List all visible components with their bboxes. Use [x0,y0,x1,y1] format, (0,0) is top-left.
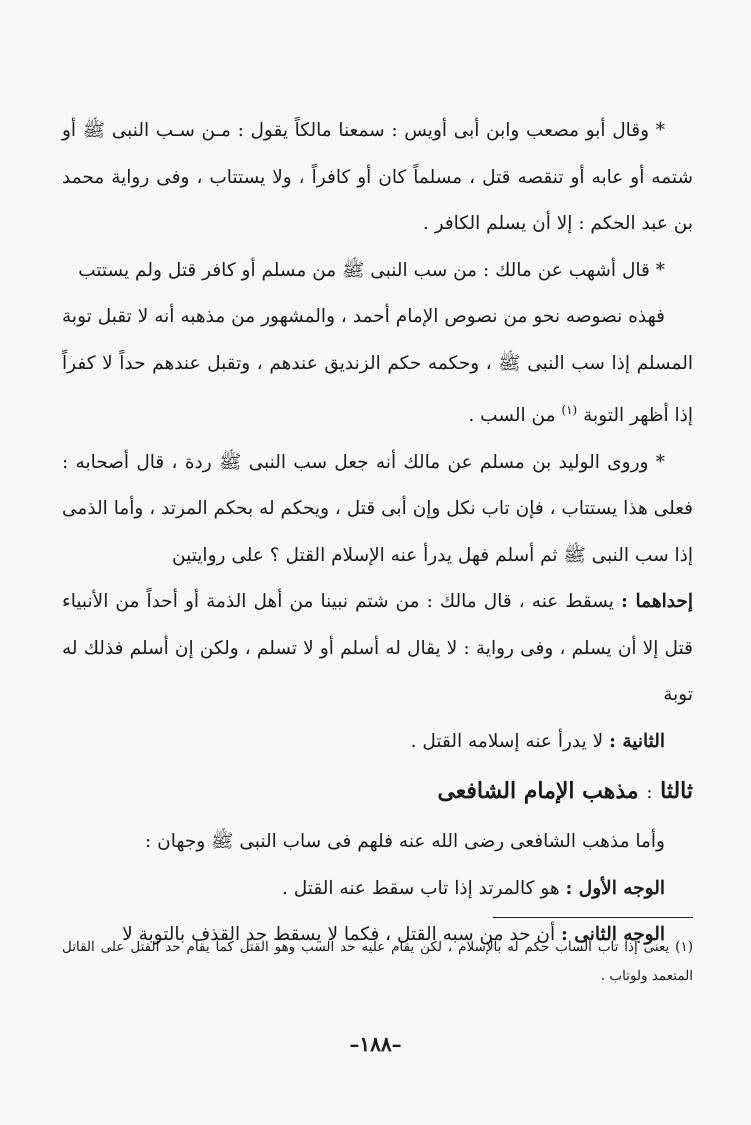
paragraph-walid-ibn-muslim: * وروى الوليد بن مسلم عن مالك أنه جعل سب النبى ﷺ ردة ، قال أصحابه : فعلى هذا يستتاب ، فإن تاب نكل وإن أبى قتل ، ويحكم له بحكم المرتد ، وأما الذمى إذا سب النبى ﷺ ثم أسلم فهل يدرأ عنه الإسلام القتل ؟ على روايتين [62,451,693,566]
footnote-divider [493,917,693,918]
section-number: ثالثا [660,778,693,805]
paragraph-first-narration [62,579,693,719]
section-colon: : [646,782,653,804]
lead-term: إحداهما : [621,591,693,613]
paragraph-abu-musab: * وقال أبو مصعب وابن أبى أويس : سمعنا مالكاً يقول : مـن سـب النبى ﷺ أو شتمه أو عابه أو تنقصه قتل ، مسلماً كان أو كافراً ، ولا يستتاب ، وفى رواية محمد بن عبد الحكم : إلا أن يسلم الكافر . [62,120,693,234]
paragraph-ahmad-comparison [62,294,693,440]
main-text [62,108,693,959]
lead-term: الوجه الأول : [565,877,665,899]
footnote-marker: (١) [675,939,693,955]
paragraph-text: هو كالمرتد إذا تاب سقط عنه القتل . [282,877,560,899]
footnote [62,933,693,991]
paragraph-text: من السب . [468,405,556,427]
footnote-reference: (١) [561,403,578,417]
paragraph-text: أن حد من سبه القتل ، فكما لا يسقط حد القذف بالتوبة لا [122,924,556,946]
section-heading [62,765,693,819]
section-title: مذهب الإمام الشافعى [437,778,639,805]
page-number: –١٨٨– [349,1032,402,1056]
paragraph-text: لا يدرأ عنه إسلامه القتل . [410,730,604,752]
paragraph-second-narration [62,719,693,766]
paragraph-shafii-intro: وأما مذهب الشافعى رضى الله عنه فلهم فى ساب النبى ﷺ وجهان : [145,831,665,853]
paragraph-text: فهذه نصوصه نحو من نصوص الإمام أحمد ، والمشهور من مذهبه أنه لا تقبل توبة المسلم إذا سب النبى ﷺ ، وحكمه حكم الزنديق عندهم ، وتقبل عندهم حداً لا كفراً إذا أظهر التوبة [62,306,693,427]
paragraph-first-view [62,866,693,913]
footnote-text: يعنى إذا تاب الساب حكم له بالإسلام ، لكن يقام عليه حد السب وهو القتل كما يقام حد القتل على القاتل المتعمد ولوتاب . [62,939,693,984]
lead-term: الوجه الثانى : [561,924,665,946]
paragraph-text: يسقط عنه ، قال مالك : من شتم نبينا من أهل الذمة أو أحداً من الأنبياء قتل إلا أن يسلم ، وفى رواية : لا يقال له أسلم أو لا تسلم ، ولكن إن أسلم فذلك له توبة [62,591,693,706]
lead-term: الثانية : [609,730,665,752]
paragraph-ashhab: * قال أشهب عن مالك : من سب النبى ﷺ من مسلم أو كافر قتل ولم يستتب [78,259,665,281]
